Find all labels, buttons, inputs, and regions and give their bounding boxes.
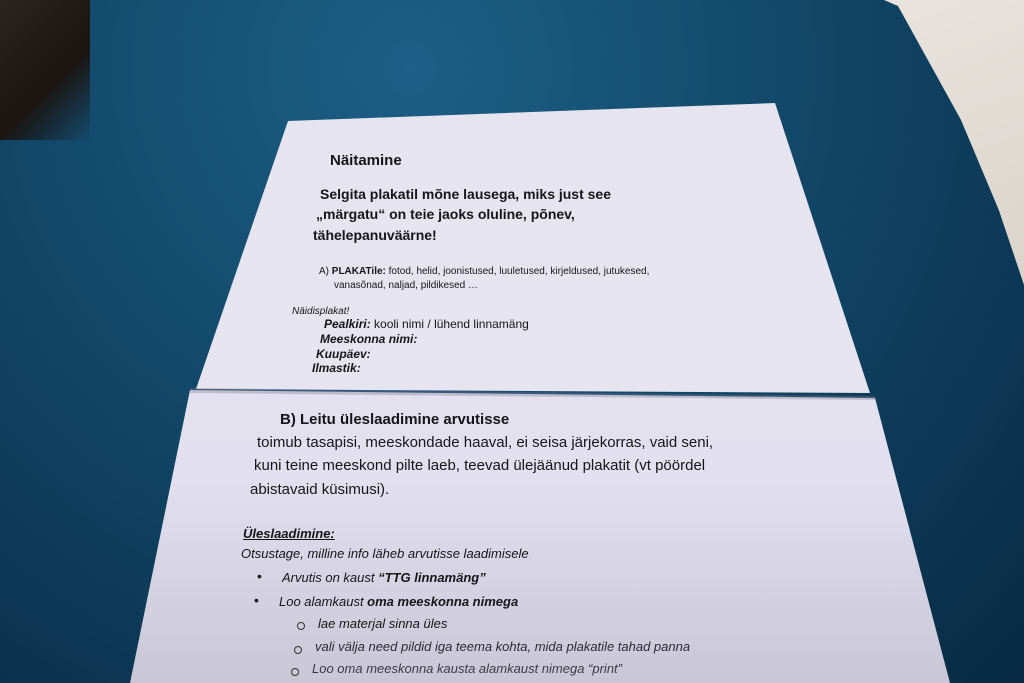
section-b-heading: B) Leitu üleslaadimine arvutisse <box>280 411 510 428</box>
bullet-item-1 <box>282 570 486 585</box>
bullet-icon: • <box>257 568 262 584</box>
sub-item-2: vali välja need pildid iga teema kohta, mida plakatile tahad panna <box>315 639 691 654</box>
example-heading: Näidisplakat! <box>292 306 350 317</box>
section-b-line-2: kuni teine meeskond pilte laeb, teevad ülejäänud plakatit (vt pöördel <box>254 457 706 474</box>
example-field-title <box>324 317 529 331</box>
intro-line-1: Selgita plakatil mõne lausega, miks just see <box>320 186 612 202</box>
circle-bullet-icon <box>291 668 299 676</box>
bullet-text: Arvutis on kaust <box>282 570 379 585</box>
section-a-prefix: A) <box>319 266 329 277</box>
bullet-bold: “TTG linnamäng” <box>378 570 486 585</box>
dark-corner <box>0 0 90 140</box>
sheet-title: Näitamine <box>330 152 402 169</box>
section-a-line-2: vanasõnad, naljad, pildikesed … <box>334 280 478 291</box>
section-a-label: PLAKATile: <box>331 266 386 277</box>
circle-bullet-icon <box>294 646 302 654</box>
example-field-weather: Ilmastik: <box>312 361 361 375</box>
example-field-team: Meeskonna nimi: <box>320 332 418 346</box>
bullet-item-2 <box>279 594 518 609</box>
bullet-bold: oma meeskonna nimega <box>367 594 519 609</box>
intro-line-2: „märgatu“ on teie jaoks oluline, põnev, <box>316 206 575 222</box>
sub-item-1: lae materjal sinna üles <box>318 616 448 631</box>
upload-intro: Otsustage, milline info läheb arvutisse laadimisele <box>241 546 529 561</box>
bullet-text: Loo alamkaust <box>279 594 368 609</box>
upload-heading: Üleslaadimine: <box>243 526 335 541</box>
field-label: Pealkiri: <box>324 317 371 331</box>
bullet-icon: • <box>254 592 259 608</box>
sub-item-3: Loo oma meeskonna kausta alamkaust nimega “print” <box>312 661 622 676</box>
field-value: kooli nimi / lühend linnamäng <box>374 317 529 331</box>
section-b-line-3: abistavaid küsimusi). <box>250 481 390 498</box>
section-a-line-1 <box>319 266 649 277</box>
section-b-line-1: toimub tasapisi, meeskondade haaval, ei seisa järjekorras, vaid seni, <box>257 434 714 451</box>
circle-bullet-icon <box>297 622 305 630</box>
example-field-date: Kuupäev: <box>316 347 371 361</box>
intro-line-3: tähelepanuväärne! <box>313 227 437 243</box>
section-a-text: fotod, helid, joonistused, luuletused, kirjeldused, jutukesed, <box>388 266 650 277</box>
